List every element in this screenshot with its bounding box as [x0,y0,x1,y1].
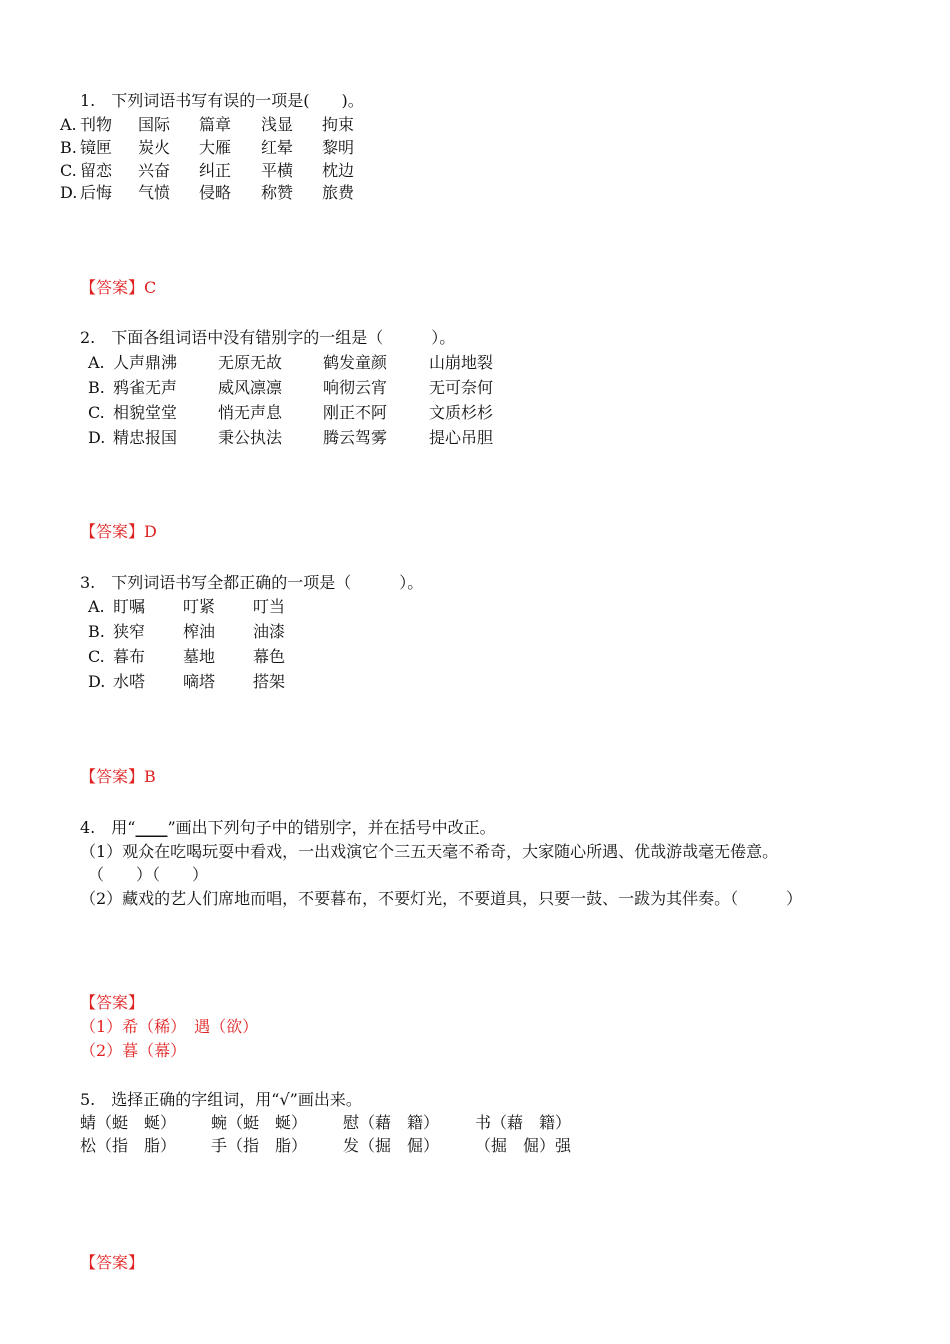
q4-answer-line-2: （2）暮（幕） [80,1041,187,1060]
word: 黎明 [322,138,355,157]
word: 威风凛凛 [218,378,283,397]
word-choice: 松（指 脂） [80,1136,177,1155]
q4-stem-prefix: 4. 用“ [80,818,136,837]
q4-answer-line-1: （1）希（稀） 遇（欲） [80,1017,259,1036]
word: 幕色 [253,647,286,666]
word: 嘀塔 [183,672,216,691]
option-label: D. [88,428,106,447]
word: 红晕 [261,138,294,157]
word: 无原无故 [218,353,283,372]
word: 旅费 [322,183,355,202]
option-label: B. [88,622,105,641]
option-label: D. [60,183,78,202]
q5-answer-title: 【答案】 [80,1253,145,1272]
word-choice: 蜻（蜓 蜒） [80,1113,177,1132]
word: 狭窄 [113,622,146,641]
q3-answer: 【答案】B [80,767,156,786]
word: 人声鼎沸 [113,353,178,372]
word: 刊物 [80,115,113,134]
word: 鹤发童颜 [323,353,388,372]
q4-sentence-2: （2）藏戏的艺人们席地而唱，不要暮布，不要灯光，不要道具，只要一鼓、一跋为其伴奏。（ ） [80,889,803,908]
word: 响彻云宵 [323,378,388,397]
word: 鸦雀无声 [113,378,178,397]
word: 叮紧 [183,597,216,616]
word: 叮当 [253,597,286,616]
word: 墓地 [183,647,216,666]
option-label: C. [88,647,105,666]
word: 山崩地裂 [429,353,494,372]
word: 纠正 [199,161,232,180]
q4-sentence-1-parens: （ ）（ ） [88,865,209,884]
q2-answer: 【答案】D [80,522,157,541]
word: 油漆 [253,622,286,641]
word: 篇章 [199,115,232,134]
word: 刚正不阿 [323,403,388,422]
word: 后悔 [80,183,113,202]
q4-stem [80,817,496,839]
word: 平横 [261,161,294,180]
option-label: A. [88,597,105,616]
word: 国际 [138,115,171,134]
word: 气愤 [138,183,171,202]
word-choice: 手（指 脂） [211,1136,308,1155]
word: 文质杉杉 [429,403,494,422]
word: 搭架 [253,672,286,691]
option-label: D. [88,672,106,691]
word: 榨油 [183,622,216,641]
word: 拘束 [322,115,355,134]
word: 留恋 [80,161,113,180]
q4-sentence-1: （1）观众在吃喝玩耍中看戏，一出戏演它个三五天毫不希奇，大家随心所遇、优哉游哉毫无倦意。 [80,842,779,861]
q4-stem-blank: ____ [135,818,168,837]
word: 秉公执法 [218,428,283,447]
option-label: A. [60,115,77,134]
word-choice: （掘 倔）强 [475,1136,572,1155]
word: 相貌堂堂 [113,403,178,422]
q5-stem: 5. 选择正确的字组词，用“√”画出来。 [80,1090,362,1109]
word: 大雁 [199,138,232,157]
word: 提心吊胆 [429,428,494,447]
word-choice: 慰（藉 籍） [343,1113,440,1132]
option-label: B. [88,378,105,397]
word: 枕边 [322,161,355,180]
option-label: B. [60,138,77,157]
word: 炭火 [138,138,171,157]
q3-stem: 3. 下列词语书写全都正确的一项是（ ）。 [80,573,424,592]
word-choice: 书（藉 籍） [475,1113,572,1132]
word: 浅显 [261,115,294,134]
q4-stem-suffix: ”画出下列句子中的错别字，并在括号中改正。 [167,818,496,837]
word: 侵略 [199,183,232,202]
word: 兴奋 [138,161,171,180]
word: 水嗒 [113,672,146,691]
option-label: C. [60,161,77,180]
word-choice: 发（掘 倔） [343,1136,440,1155]
word: 腾云驾雾 [323,428,388,447]
q4-answer-title: 【答案】 [80,993,145,1012]
word: 无可奈何 [429,378,494,397]
word: 悄无声息 [218,403,283,422]
option-label: A. [88,353,105,372]
option-label: C. [88,403,105,422]
q2-stem: 2. 下面各组词语中没有错别字的一组是（ ）。 [80,328,456,347]
q1-stem: 1. 下列词语书写有误的一项是( )。 [80,91,364,110]
q1-answer: 【答案】C [80,278,157,297]
word: 称赞 [261,183,294,202]
word-choice: 蜿（蜓 蜒） [211,1113,308,1132]
word: 镜匣 [80,138,113,157]
word: 盯嘱 [113,597,146,616]
word: 精忠报国 [113,428,178,447]
word: 暮布 [113,647,146,666]
